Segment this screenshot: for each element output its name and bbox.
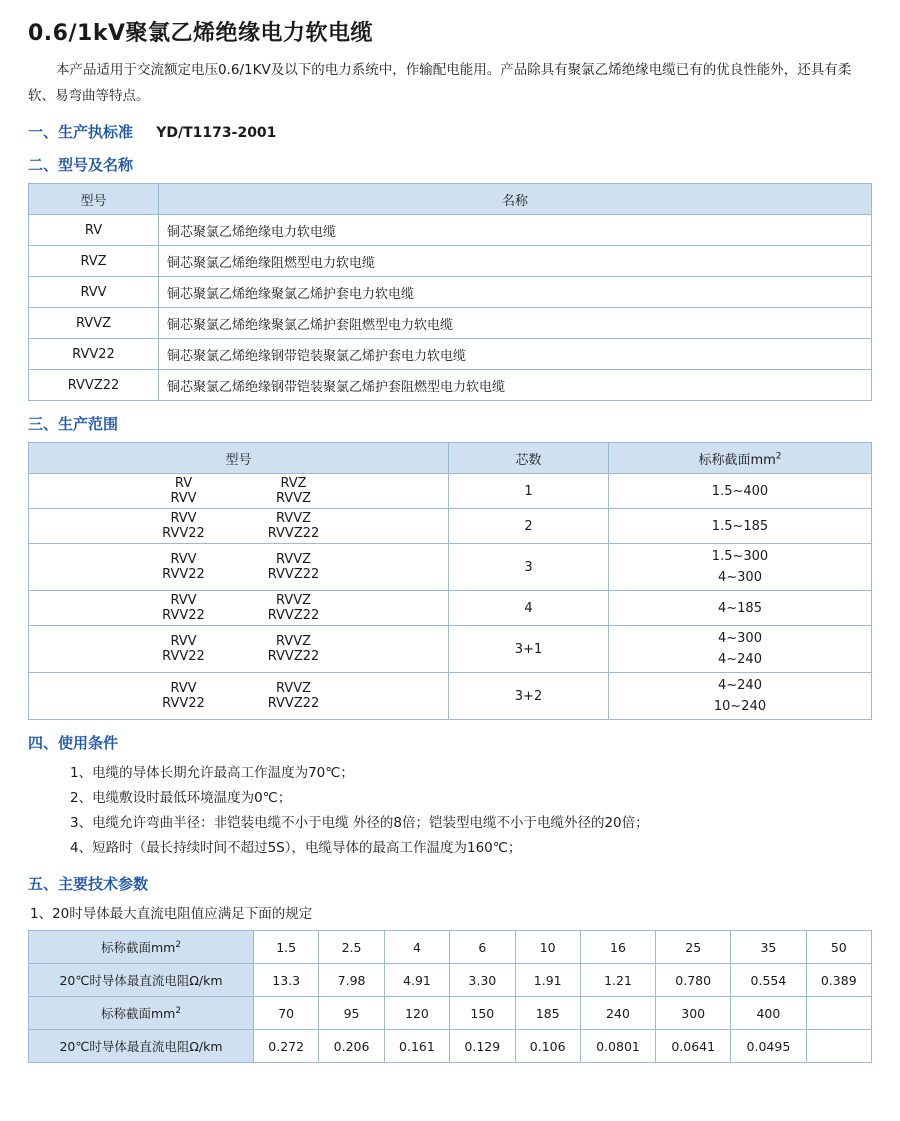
cell-section: 400: [731, 997, 806, 1030]
table-row: [29, 964, 872, 997]
cell-resistance: 0.106: [515, 1030, 580, 1063]
resistance-table: [28, 930, 872, 1063]
cell-sections: 4~240 10~240: [609, 673, 872, 720]
cell-section: 25: [656, 931, 731, 964]
cell-resistance: 0.161: [384, 1030, 449, 1063]
cell-name: 铜芯聚氯乙烯绝缘聚氯乙烯护套电力软电缆: [159, 277, 872, 308]
cell-section: 120: [384, 997, 449, 1030]
row-header-resistance: 20℃时导体最直流电阻Ω/km: [29, 1030, 254, 1063]
column-header-section: 标称截面$mm^2$: [609, 443, 872, 474]
cell-sections: 1.5~400: [609, 474, 872, 509]
cell-resistance: 0.0641: [656, 1030, 731, 1063]
cell-resistance: 4.91: [384, 964, 449, 997]
cell-sections: 4~300 4~240: [609, 626, 872, 673]
section-heading-range: 三、生产范围: [28, 415, 119, 433]
cell-section: 240: [580, 997, 655, 1030]
cell-models: RVV RVVZ RVV22 RVVZ22: [29, 591, 449, 626]
cell-cores: 1: [449, 474, 609, 509]
cell-section: 4: [384, 931, 449, 964]
cell-section: 150: [450, 997, 515, 1030]
cell-section: 1.5: [254, 931, 319, 964]
table-row: [29, 931, 872, 964]
table-header-row: [29, 443, 872, 474]
list-item: 3、电缆允许弯曲半径：非铠装电缆不小于电缆 外径的8倍；铠装型电缆不小于电缆外径的20倍；: [70, 815, 649, 831]
column-header-cores: 芯数: [449, 443, 609, 474]
production-range-table: [28, 442, 872, 720]
cell-cores: 3+2: [449, 673, 609, 720]
cell-models: RVV RVVZ RVV22 RVVZ22: [29, 509, 449, 544]
model-name-table: [28, 183, 872, 401]
section-heading-conditions: 四、使用条件: [28, 734, 119, 752]
section-heading-models: 二、型号及名称: [28, 156, 134, 174]
cell-resistance: 0.780: [656, 964, 731, 997]
cell-name: 铜芯聚氯乙烯绝缘阻燃型电力软电缆: [159, 246, 872, 277]
cell-models: RV RVZ RVV RVVZ: [29, 474, 449, 509]
table-row: [29, 277, 872, 308]
cell-resistance: 1.21: [580, 964, 655, 997]
cell-resistance: 0.0801: [580, 1030, 655, 1063]
cell-models: RVV RVVZ RVV22 RVVZ22: [29, 626, 449, 673]
cell-cores: 2: [449, 509, 609, 544]
table-row: [29, 339, 872, 370]
cell-section: 185: [515, 997, 580, 1030]
cell-model: RVVZ22: [29, 370, 159, 401]
column-header-model: 型号: [29, 443, 449, 474]
section-heading-standard: [28, 121, 872, 142]
cell-resistance: 13.3: [254, 964, 319, 997]
table-row: [29, 591, 872, 626]
cell-sections: 1.5~185: [609, 509, 872, 544]
cell-section: 16: [580, 931, 655, 964]
cell-resistance: 0.206: [319, 1030, 384, 1063]
table-row: [29, 308, 872, 339]
cell-sections: 1.5~300 4~300: [609, 544, 872, 591]
list-item: 2、电缆敷设时最低环境温度为0℃；: [70, 790, 292, 806]
row-header-section: 标称截面$mm^2$: [29, 931, 254, 964]
table-row: [29, 474, 872, 509]
section-label-standard: 一、生产执标准: [28, 123, 134, 141]
table-row: [29, 997, 872, 1030]
cell-name: 铜芯聚氯乙烯绝缘钢带铠装聚氯乙烯护套电力软电缆: [159, 339, 872, 370]
cell-model: RVV22: [29, 339, 159, 370]
cell-resistance-empty: [806, 1030, 871, 1063]
column-header-model: 型号: [29, 184, 159, 215]
cell-section: 10: [515, 931, 580, 964]
table-row: [29, 1030, 872, 1063]
cell-section: 50: [806, 931, 871, 964]
cell-resistance: 0.129: [450, 1030, 515, 1063]
cell-section: 70: [254, 997, 319, 1030]
cell-model: RVVZ: [29, 308, 159, 339]
cell-resistance: 0.272: [254, 1030, 319, 1063]
cell-cores: 3+1: [449, 626, 609, 673]
table-row: [29, 673, 872, 720]
cell-name: 铜芯聚氯乙烯绝缘电力软电缆: [159, 215, 872, 246]
table-row: [29, 626, 872, 673]
cell-resistance: 1.91: [515, 964, 580, 997]
table-row: [29, 509, 872, 544]
usage-conditions-list: [28, 761, 872, 861]
list-item: 1、电缆的导体长期允许最高工作温度为70℃；: [70, 765, 354, 781]
cell-name: 铜芯聚氯乙烯绝缘钢带铠装聚氯乙烯护套阻燃型电力软电缆: [159, 370, 872, 401]
intro-paragraph: 本产品适用于交流额定电压0.6/1KV及以下的电力系统中，作输配电能用。产品除具有聚氯乙烯绝缘电缆已有的优良性能外，还具有柔软、易弯曲等特点。: [28, 62, 852, 104]
list-item: 4、短路时（最长持续时间不超过5S），电缆导体的最高工作温度为160℃；: [70, 840, 522, 856]
table-row: [29, 215, 872, 246]
cell-model: RVZ: [29, 246, 159, 277]
table-row: [29, 544, 872, 591]
cell-section-empty: [806, 997, 871, 1030]
table-row: [29, 246, 872, 277]
cell-resistance: 3.30: [450, 964, 515, 997]
cell-models: RVV RVVZ RVV22 RVVZ22: [29, 673, 449, 720]
cell-model: RVV: [29, 277, 159, 308]
column-header-name: 名称: [159, 184, 872, 215]
page-title: 0.6/1kV聚氯乙烯绝缘电力软电缆: [28, 21, 373, 46]
cell-section: 35: [731, 931, 806, 964]
cell-section: 300: [656, 997, 731, 1030]
cell-section: 2.5: [319, 931, 384, 964]
table-row: [29, 370, 872, 401]
cell-model: RV: [29, 215, 159, 246]
section-heading-params: 五、主要技术参数: [28, 875, 149, 893]
cell-resistance: 0.0495: [731, 1030, 806, 1063]
standard-code: YD/T1173-2001: [156, 125, 277, 141]
cell-cores: 3: [449, 544, 609, 591]
cell-cores: 4: [449, 591, 609, 626]
row-header-resistance: 20℃时导体最直流电阻Ω/km: [29, 964, 254, 997]
table-header-row: [29, 184, 872, 215]
cell-section: 95: [319, 997, 384, 1030]
cell-sections: 4~185: [609, 591, 872, 626]
cell-resistance: 0.389: [806, 964, 871, 997]
row-header-section: 标称截面$mm^2$: [29, 997, 254, 1030]
cell-resistance: 0.554: [731, 964, 806, 997]
cell-section: 6: [450, 931, 515, 964]
cell-models: RVV RVVZ RVV22 RVVZ22: [29, 544, 449, 591]
cell-name: 铜芯聚氯乙烯绝缘聚氯乙烯护套阻燃型电力软电缆: [159, 308, 872, 339]
params-note: 1、20时导体最大直流电阻值应满足下面的规定: [30, 906, 313, 922]
cell-resistance: 7.98: [319, 964, 384, 997]
